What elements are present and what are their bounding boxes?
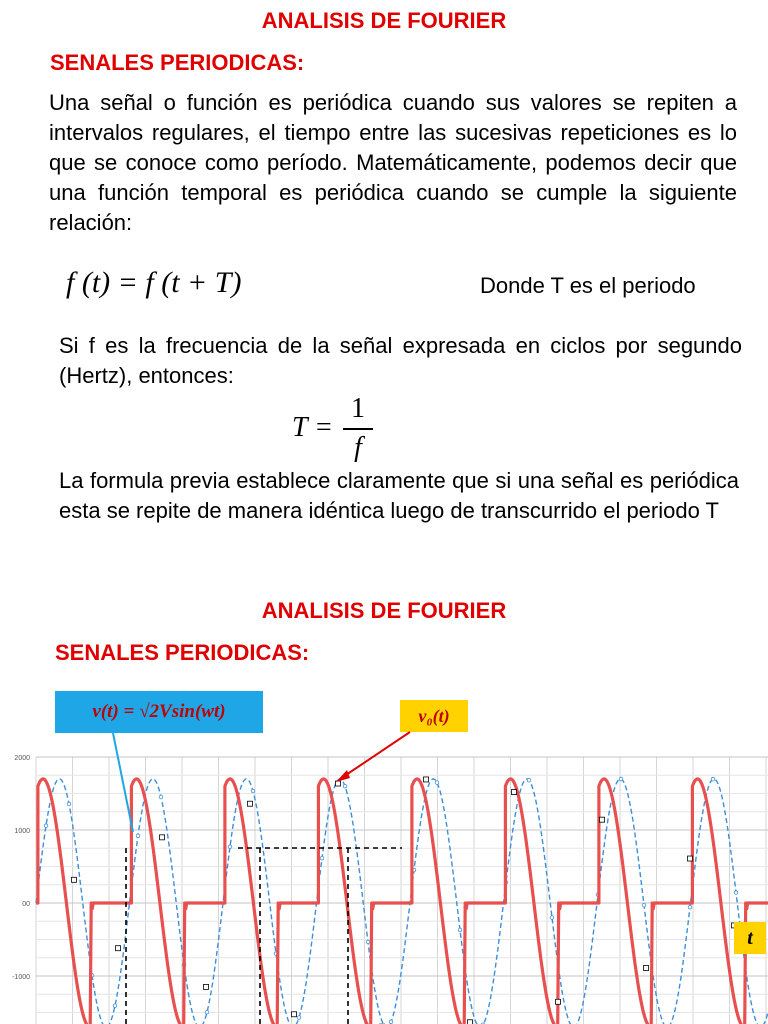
output-marker [248, 801, 253, 806]
y-axis-tick-labels [12, 755, 30, 981]
sine-marker [113, 1004, 117, 1008]
input-sine-markers [44, 777, 761, 1024]
output-marker [688, 856, 693, 861]
output-marker [556, 999, 561, 1004]
output-marker [512, 790, 517, 795]
sine-marker [527, 778, 531, 782]
output-callout-pointer [340, 732, 410, 779]
sine-marker [44, 824, 48, 828]
output-marker [72, 877, 77, 882]
y-tick-label: 1000 [14, 828, 30, 835]
slide1-paragraph-conclusion: La formula previa establece claramente que si una señal es periódica esta se repite de manera idéntica luego de transcurrido el periodo T [59, 468, 739, 523]
sine-marker [711, 777, 715, 781]
slide2-subtitle: SENALES PERIODICAS: [55, 640, 310, 665]
sine-marker [435, 781, 439, 785]
sine-marker [642, 903, 646, 907]
output-marker [424, 777, 429, 782]
sine-marker [688, 905, 692, 909]
slide2-title: ANALISIS DE FOURIER [261, 598, 507, 623]
sine-marker [228, 845, 232, 849]
slide1-title: ANALISIS DE FOURIER [261, 8, 507, 33]
sine-marker [343, 784, 347, 788]
output-signal-formula: v₀(t) [418, 705, 450, 726]
sine-marker [550, 916, 554, 920]
formula-periodicity-note: Donde T es el periodo [480, 273, 696, 298]
input-callout-pointer [113, 733, 133, 832]
sine-marker [619, 777, 623, 781]
sine-marker [251, 789, 255, 793]
time-axis-label: t [747, 926, 753, 949]
sine-marker [159, 795, 163, 799]
sine-marker [67, 802, 71, 806]
sine-marker [366, 940, 370, 944]
sine-marker [320, 856, 324, 860]
sine-marker [389, 1020, 393, 1024]
output-marker [292, 1012, 297, 1017]
y-tick-label: -1000 [12, 974, 30, 981]
output-marker [468, 1020, 473, 1024]
y-tick-label: 2000 [14, 755, 30, 762]
sine-marker [297, 1016, 301, 1020]
formula-period-denominator: f [354, 432, 362, 463]
sine-marker [205, 1010, 209, 1014]
slide1-paragraph-definition: Una señal o función es periódica cuando sus valores se repiten a intervalos regulares, el tiempo entre las sucesivas repeticiones es lo que se conoce como período. Matemáticamente, podemos decir que una función temporal es periódica cuando se cumple la siguiente relación: [49, 90, 737, 235]
formula-periodicity: f (t) = f (t + T) [66, 266, 242, 299]
output-marker [644, 965, 649, 970]
sine-marker [458, 928, 462, 932]
slide1-subtitle: SENALES PERIODICAS: [50, 50, 305, 75]
formula-period-lhs: T = [292, 412, 333, 443]
y-tick-label: 00 [22, 901, 30, 908]
output-callout-arrowhead [336, 770, 350, 782]
sine-marker [734, 891, 738, 895]
output-marker [600, 817, 605, 822]
time-axis-label-box [734, 922, 766, 954]
formula-period-numerator: 1 [351, 393, 365, 424]
output-marker [160, 835, 165, 840]
output-marker [204, 984, 209, 989]
sine-marker [136, 834, 140, 838]
slide1-paragraph-frequency: Si f es la frecuencia de la señal expresada en ciclos por segundo (Hertz), entonces: [59, 333, 742, 388]
output-marker [116, 946, 121, 951]
input-signal-formula: v(t) = √2Vsin(wt) [92, 701, 226, 722]
